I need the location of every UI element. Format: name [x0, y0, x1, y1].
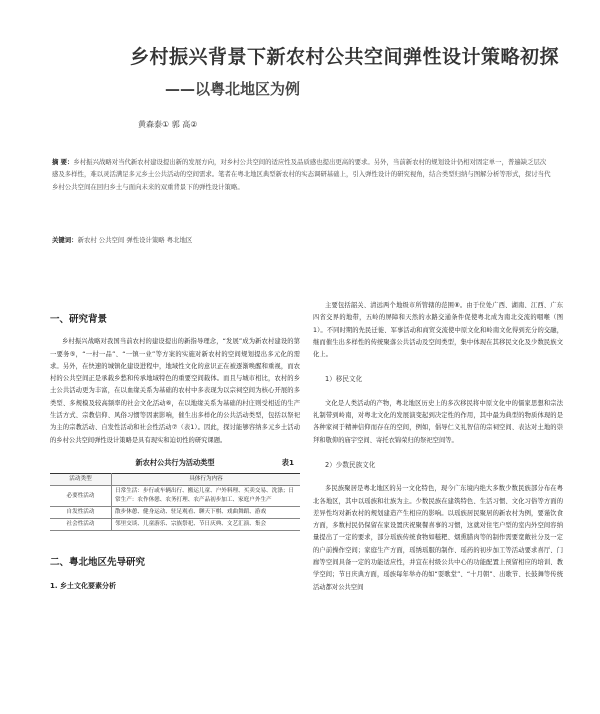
left-column: [50, 300, 300, 598]
keywords-text: 新农村 公共空间 弹性设计策略 粤北地区: [77, 236, 193, 244]
subsection-heading: 1. 乡土文化要素分析: [50, 581, 116, 590]
paragraph: 多民族聚居是粤北地区的另一文化特色，现今广东境内绝大多数少数民族部分布在粤北各地区，其中以瑶族和壮族为主。少数民族在建筑特色、生活习惯、文化习俗等方面的差异性均对新农村的规划建造产生相应的影响。以瑶族居民聚居的新农村为例，要谨饮食方面，多数村民仍保留在家设置庆祝聚餐喜事的习惯，这就对住宅户型的室内外空间容纳量提出了一定的要求，部分瑶族传统食物如糍粑、烟熏腊肉等的制作需要宽敞社分及一定的户前操作空间；家庭生产方面，瑶绣瑶服的制作、瑶药的初步加工等活动要求喜厅、门廊等空间具备一定的功能适应性，并宜在村级公共中心的功能配置上预留相应的培训、教学空间；节日庆典方面，瑶族每年举办的如“耍歌堂”、“十月朝”、出歌节、长鼓舞等传统活动都对公共空间: [313, 485, 563, 591]
table-cell: 散步休憩、健身运动、驻足观看、聊天下棋、戏曲舞蹈、游戏: [112, 507, 301, 519]
table-cell: 必要性活动: [50, 486, 112, 507]
table-row: [50, 519, 300, 531]
table-header: 活动类型: [50, 474, 112, 486]
activity-table: [50, 473, 300, 531]
table-header: 具体行为内容: [112, 474, 301, 486]
paragraph: 主要包括韶关、清远两个地级市所管辖的范围⑧。由于位处广西、湖南、江西、广东四省交界的地带，五岭的屏障和天然的水路交通条件促使粤北成为南北交流的咽喉（图1）。不同时期的先民迁徙、军事活动和商贸交流使中原文化和岭南文化得到充分的交融，继而催生出多样性的传统聚落公共活动及空间类型，集中体现在其移民文化及少数民族文化上。: [313, 302, 563, 359]
table-row: [50, 507, 300, 519]
keywords-label: 关键词：: [52, 236, 78, 244]
section-heading-2: 二、粤北地区先导研究: [50, 557, 146, 569]
section-heading-1: 一、研究背景: [50, 314, 108, 325]
abstract-text: 乡村振兴战略对当代新农村建设提出新的发展方向，对乡村公共空间的适应性及品质感也提出更高的要求。另外，当前新农村的规划设计仍相对固定单一，普遍缺乏层次感及多样性，难以灵活满足多元乡土公共活动的空间需求。笔者在粤北地区典型新农村的实态调研基础上，引入弹性设计的研究视角，结合类型归纳与图解分析等形式，探讨当代乡村公共空间在回归乡土与面向未来的双重背景下的弹性设计策略。: [52, 158, 551, 191]
abstract-label: 摘 要：: [52, 158, 74, 166]
table-cell: 邻里交谈、儿童游乐、宗族祭祀、节日庆典、文艺汇演、集会: [112, 519, 301, 531]
paper-title: 乡村振兴背景下新农村公共空间弹性设计策略初探: [130, 46, 560, 68]
keywords: [52, 235, 552, 244]
table-row: [50, 486, 300, 507]
table-cell: 自发性活动: [50, 507, 112, 519]
right-column: [313, 300, 563, 596]
table-number: 表1: [281, 457, 294, 467]
paragraph: 乡村振兴战略对我国当前农村的建设提出的新指导理念，“发展”成为新农村建设的第一要务⑤，“一村一品”、“一镇一业”等方案的实施对新农村的空间规划提出多元化的需求。另外，在快速的城镇化建设进程中，地域性文化的意识正在被逐渐唤醒和重视，而农村的公共空间正是承载乡愁和传承地域特色的重要空间载体。而且与城市相比，农村的乡土公共活动更为丰富，在以血缘关系为基础的农村中多表现为以宗祠空间为核心开展的多类型、多规模及较高频率的社会文化活动⑥，在以地缘关系为基础的村庄则受相近的生产生活方式、宗教信仰、风俗习惯等因素影响，催生出多样化的公共活动类型，包括以祭祀为主的宗教活动、自发性活动和社会性活动⑦（表1）。因此，探讨能够容纳多元乡土活动的乡村公共空间弹性设计策略是具有现实和迫切性的研究课题。: [50, 338, 300, 444]
table-caption: [50, 457, 300, 469]
subsection-heading: 1）移民文化: [325, 375, 363, 384]
paper-subtitle: ——以粤北地区为例: [165, 80, 301, 98]
subsection-heading: 2）少数民族文化: [325, 460, 376, 469]
table-header-row: [50, 474, 300, 486]
table-cell: 日常生活：步行或车辆出行、搬运儿童、户外料理、买卖交易、洗涤；日常生产：农作休憩、农务打理、农产品初步加工、家庭户外生产: [112, 486, 301, 507]
table-title: 新农村公共行为活动类型: [135, 457, 215, 467]
abstract: [52, 156, 552, 193]
paragraph: 文化是人类活动的产物，粤北地区历史上的多次移民将中原文化中的儒家思想和宗法礼制带到岭南，对粤北文化的发展演变起到决定性的作用，其中最为典型的物质体现的是各种家祠于精神信仰而存在的空间，例如，倡导仁义礼智信的宗祠空间、表达对土地的崇拜和敬仰的庙宇空间、寄托衣锦荣归的祭祀空间等。: [313, 399, 563, 444]
table-cell: 社会性活动: [50, 519, 112, 531]
authors: 黄森泰① 郭 高②: [138, 120, 198, 129]
